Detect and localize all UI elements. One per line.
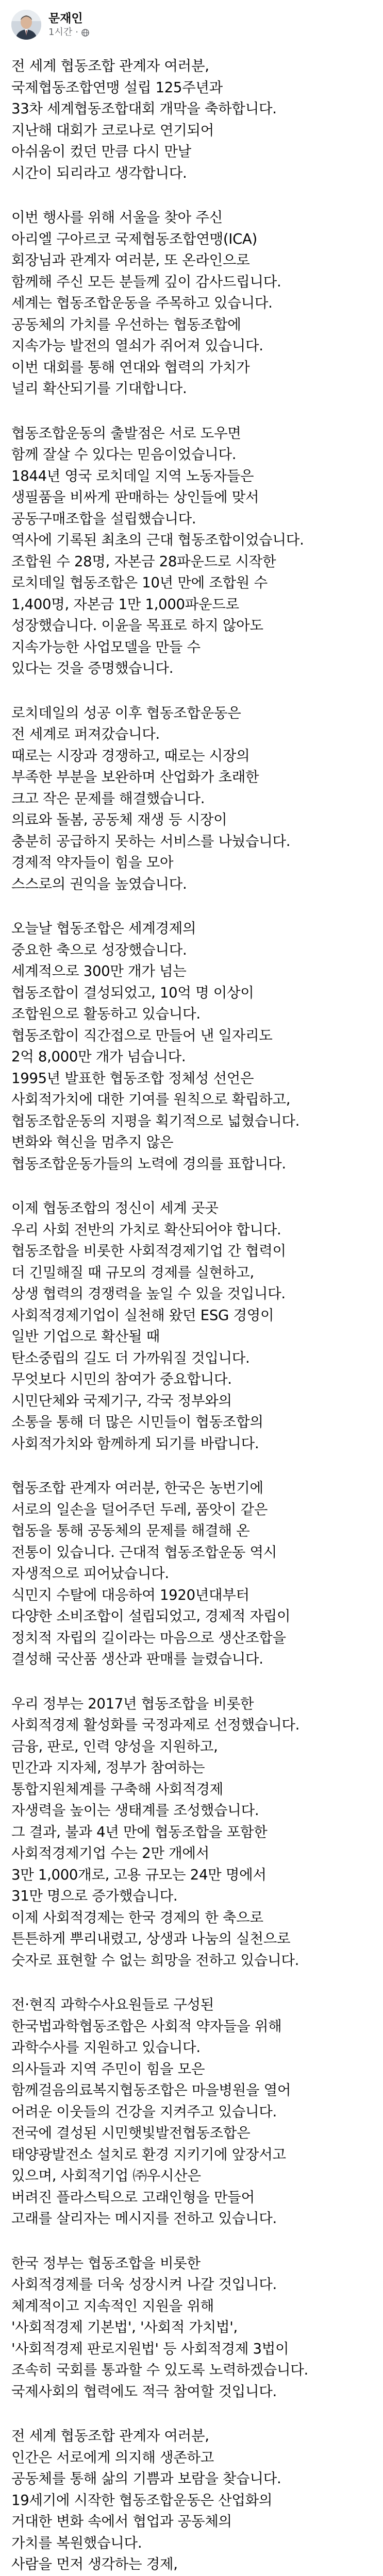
post-paragraph-9: 전·현직 과학수사요원들로 구성된 한국법과학협동조합은 사회적 약자들을 위해 과학수사를 지원하고 있습니다. 의사들과 지역 주민이 힘을 모은 함께걸음의료복지협동조합은 마을병원을 열어 어려운 이웃들의 건강을 지켜주고 있습니다. 전국에 결성된 시민햇빛발전협동조합은 태양광발전소 설치로 환경 지키기에 앞장서고 있으며, 사회적기업 ㈜우시산은 버려진 플라스틱으로 고래인형을 만들어 고래를 살리자는 메시지를 전하고 있습니다.	[11, 1996, 291, 2227]
globe-icon[interactable]	[81, 29, 89, 37]
separator-dot: ·	[75, 27, 78, 38]
post-meta	[48, 11, 89, 39]
post-paragraph-8: 우리 정부는 2017년 협동조합을 비롯한 사회적경제 활성화를 국정과제로 선정했습니다. 금융, 판로, 인력 양성을 지원하고, 민간과 지자체, 정부가 참여하는 통합지원체계를 구축해 사회적경제 자생력을 높이는 생태계를 조성했습니다. 그 결과, 불과 4년 만에 협동조합을 포함한 사회적경제기업 수는 2만 개에서 3만 1,000개로, 고용 규모는 24만 명에서 31만 명으로 증가했습니다. 이제 사회적경제는 한국 경제의 한 축으로 튼튼하게 뿌리내렸고, 상생과 나눔의 실천으로 숫자로 표현할 수 없는 희망을 전하고 있습니다.	[11, 1695, 300, 1969]
profile-photo-icon	[11, 10, 41, 40]
post-paragraph-5: 오늘날 협동조합은 세계경제의 중요한 축으로 성장했습니다. 세계적으로 300만 개가 넘는 협동조합이 결성되었고, 10억 명 이상이 조합원으로 활동하고 있습니다. 협동조합이 직간접으로 만들어 낸 일자리도 2억 8,000만 개가 넘습니다. 1995년 발표한 협동조합 정체성 선언은 사회적가치에 대한 기여를 원칙으로 확립하고, 협동조합운동의 지평을 획기적으로 넓혔습니다. 변화와 혁신을 멈추지 않은 협동조합운동가들의 노력에 경의를 표합니다.	[11, 920, 300, 1172]
paragraph-gap	[11, 2230, 372, 2253]
post-paragraph-1: 전 세계 협동조합 관계자 여러분, 국제협동조합연맹 설립 125주년과 33차 세계협동조합대회 개막을 축하합니다. 지난해 대회가 코로나로 연기되어 아쉬움이 컸던 만큼 다시 만날 시간이 되리라고 생각합니다.	[11, 58, 277, 181]
paragraph-gap	[11, 680, 372, 703]
author-name[interactable]: 문재인	[48, 12, 83, 25]
post-paragraph-11: 전 세계 협동조합 관계자 여러분, 인간은 서로에게 의지해 생존하고 공동체를 통해 삶의 기쁨과 보람을 찾습니다. 19세기에 시작한 협동조합운동은 산업화의 거대한 변화 속에서 협업과 공동체의 가치를 복원했습니다. 사람을 먼저 생각하는 경제,	[11, 2428, 281, 2572]
post-paragraph-4: 로치데일의 성공 이후 협동조합운동은 전 세계로 퍼져갔습니다. 때로는 시장과 경쟁하고, 때로는 시장의 부족한 부분을 보완하며 산업화가 초래한 크고 작은 문제를 해결했습니다. 의료와 돌봄, 공동체 재생 등 시장이 충분히 공급하지 못하는 서비스를 나눴습니다. 경제적 약자들이 힘을 모아 스스로의 권익을 높였습니다.	[11, 704, 291, 892]
paragraph-gap	[11, 1670, 372, 1693]
post-paragraph-10: 한국 정부는 협동조합을 비롯한 사회적경제를 더욱 성장시켜 나갈 것입니다. 체계적이고 지속적인 지원을 위해 '사회적경제 기본법', '사회적 가치법', '사회적경제 판로지원법' 등 사회적경제 3법이 조속히 국회를 통과할 수 있도록 노력하겠습니다. 국제사회의 협력에도 적극 참여할 것입니다.	[11, 2255, 308, 2400]
paragraph-gap	[11, 1971, 372, 1994]
paragraph-gap	[11, 895, 372, 918]
paragraph-gap	[11, 2402, 372, 2426]
post-paragraph-3: 협동조합운동의 출발점은 서로 도우면 함께 잘살 수 있다는 믿음이었습니다. 1844년 영국 로치데일 지역 노동자들은 생필품을 비싸게 판매하는 상인들에 맞서 공동구매조합을 설립했습니다. 역사에 기록된 최초의 근대 협동조합이었습니다. 조합원 수 28명, 자본금 28파운드로 시작한 로치데일 협동조합은 10년 만에 조합원 수 1,400명, 자본금 1만 1,000파운드로 성장했습니다. 이윤을 목표로 하지 않아도 지속가능한 사업모델을 만들 수 있다는 것을 증명했습니다.	[11, 425, 304, 676]
post-header	[11, 0, 372, 49]
post-paragraph-7: 협동조합 관계자 여러분, 한국은 농번기에 서로의 일손을 덜어주던 두레, 품앗이 같은 협동을 통해 공동체의 문제를 해결해 온 전통이 있습니다. 근대적 협동조합운동 역시 자생적으로 피어났습니다. 식민지 수탈에 대응하여 1920년대부터 다양한 소비조합이 설립되었고, 경제적 자립이 정치적 자립의 길이라는 마음으로 생산조합을 결성해 국산품 생산과 판매를 늘렸습니다.	[11, 1480, 291, 1667]
paragraph-gap	[11, 400, 372, 423]
post-body	[11, 56, 372, 2576]
paragraph-gap	[11, 1454, 372, 1478]
post-time[interactable]: 1시간	[48, 27, 73, 38]
author-avatar[interactable]	[11, 10, 41, 40]
paragraph-gap	[11, 1175, 372, 1198]
post-paragraph-6: 이제 협동조합의 정신이 세계 곳곳 우리 사회 전반의 가치로 확산되어야 합니다. 협동조합을 비롯한 사회적경제기업 간 협력이 더 긴밀해질 때 규모의 경제를 실현하고, 상생 협력의 경쟁력을 높일 수 있을 것입니다. 사회적경제기업이 실천해 왔던 ESG 경영이 일반 기업으로 확산될 때 탄소중립의 길도 더 가까워질 것입니다. 무엇보다 시민의 참여가 중요합니다. 시민단체와 국제기구, 각국 정부와의 소통을 통해 더 많은 시민들이 협동조합의 사회적가치와 함께하게 되기를 바랍니다.	[11, 1200, 286, 1452]
post-paragraph-2: 이번 행사를 위해 서울을 찾아 주신 아리엘 구아르코 국제협동조합연맹(ICA) 회장님과 관계자 여러분, 또 온라인으로 함께해 주신 모든 분들께 깊이 감사드립니다. 세계는 협동조합운동을 주목하고 있습니다. 공동체의 가치를 우선하는 협동조합에 지속가능 발전의 열쇠가 쥐어져 있습니다. 이번 대회를 통해 연대와 협력의 가치가 널리 확산되기를 기대합니다.	[11, 209, 281, 397]
paragraph-gap	[11, 184, 372, 207]
post-subline	[48, 26, 89, 39]
